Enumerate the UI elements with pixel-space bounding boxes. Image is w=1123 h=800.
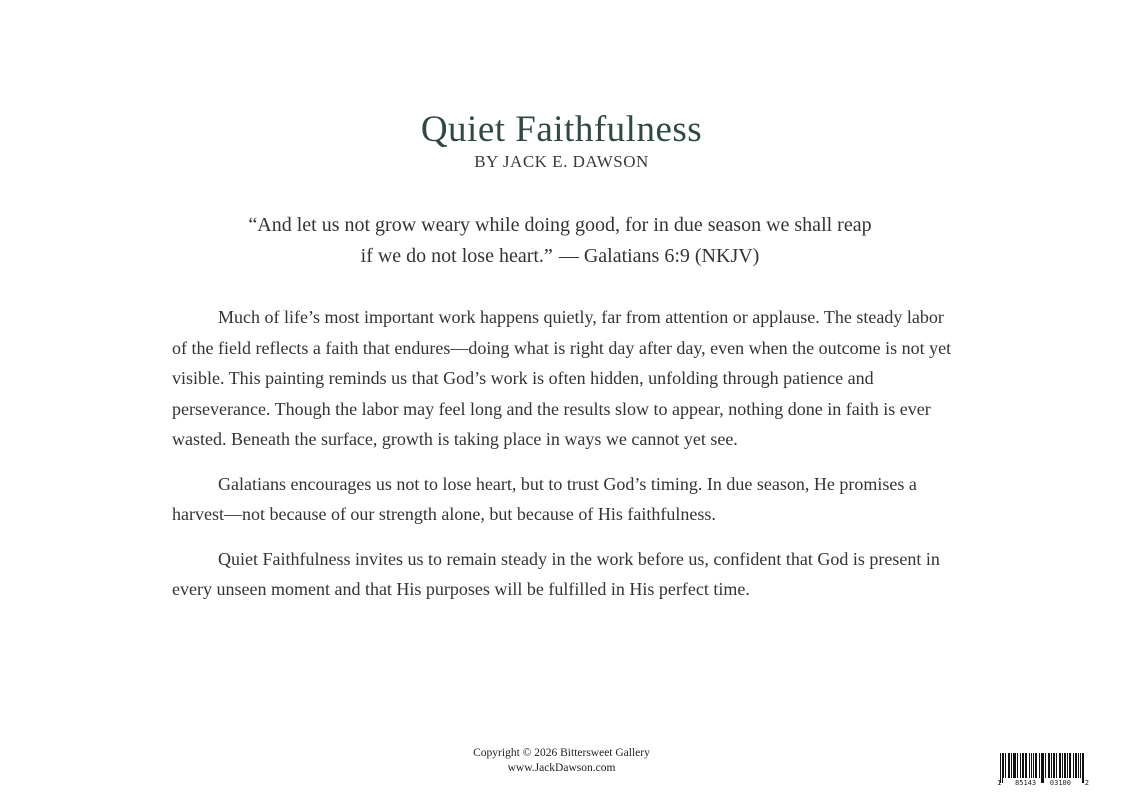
barcode-right-group: 03100 bbox=[1049, 779, 1071, 787]
copyright-text: Copyright © 2026 Bittersweet Gallery bbox=[473, 747, 650, 759]
body-text bbox=[172, 302, 962, 619]
body-paragraph-1: Much of life’s most important work happens quietly, far from attention or applause. The steady labor of the field reflects a faith that endures—doing what is right day after day, even when the outcome is not yet visible. This painting reminds us that God’s work is often hidden, unfolding through patience and perseverance. Though the labor may feel long and the results slow to appear, nothing done in faith is ever wasted. Beneath the surface, growth is taking place in ways we cannot yet see. bbox=[172, 307, 952, 449]
scripture-line-2 bbox=[160, 241, 960, 272]
barcode-check-digit: 2 bbox=[1084, 779, 1089, 787]
website-text: www.JackDawson.com bbox=[507, 762, 616, 774]
author-byline: BY JACK E. DAWSON bbox=[474, 152, 649, 171]
scripture-line-1: “And let us not grow weary while doing good, for in due season we shall reap bbox=[248, 214, 872, 236]
scripture-line-2-text: if we do not lose heart.” bbox=[360, 245, 553, 267]
body-paragraph-3: Quiet Faithfulness invites us to remain steady in the work before us, confident that God is present in every unseen moment and that His purposes will be fulfilled in His perfect time. bbox=[172, 548, 940, 599]
barcode-lead-digit: 1 bbox=[997, 779, 1002, 787]
barcode-left-group: 85143 bbox=[1015, 779, 1037, 787]
body-paragraph-2: Galatians encourages us not to lose heart, but to trust God’s timing. In due season, He promises a harvest—not because of our strength alone, but because of His faithfulness. bbox=[172, 473, 917, 524]
scripture-reference: — Galatians 6:9 (NKJV) bbox=[558, 245, 760, 267]
barcode-digits bbox=[997, 779, 1089, 787]
footer bbox=[0, 746, 1123, 776]
page-title: Quiet Faithfulness bbox=[420, 109, 703, 150]
scripture-quote bbox=[160, 210, 960, 272]
